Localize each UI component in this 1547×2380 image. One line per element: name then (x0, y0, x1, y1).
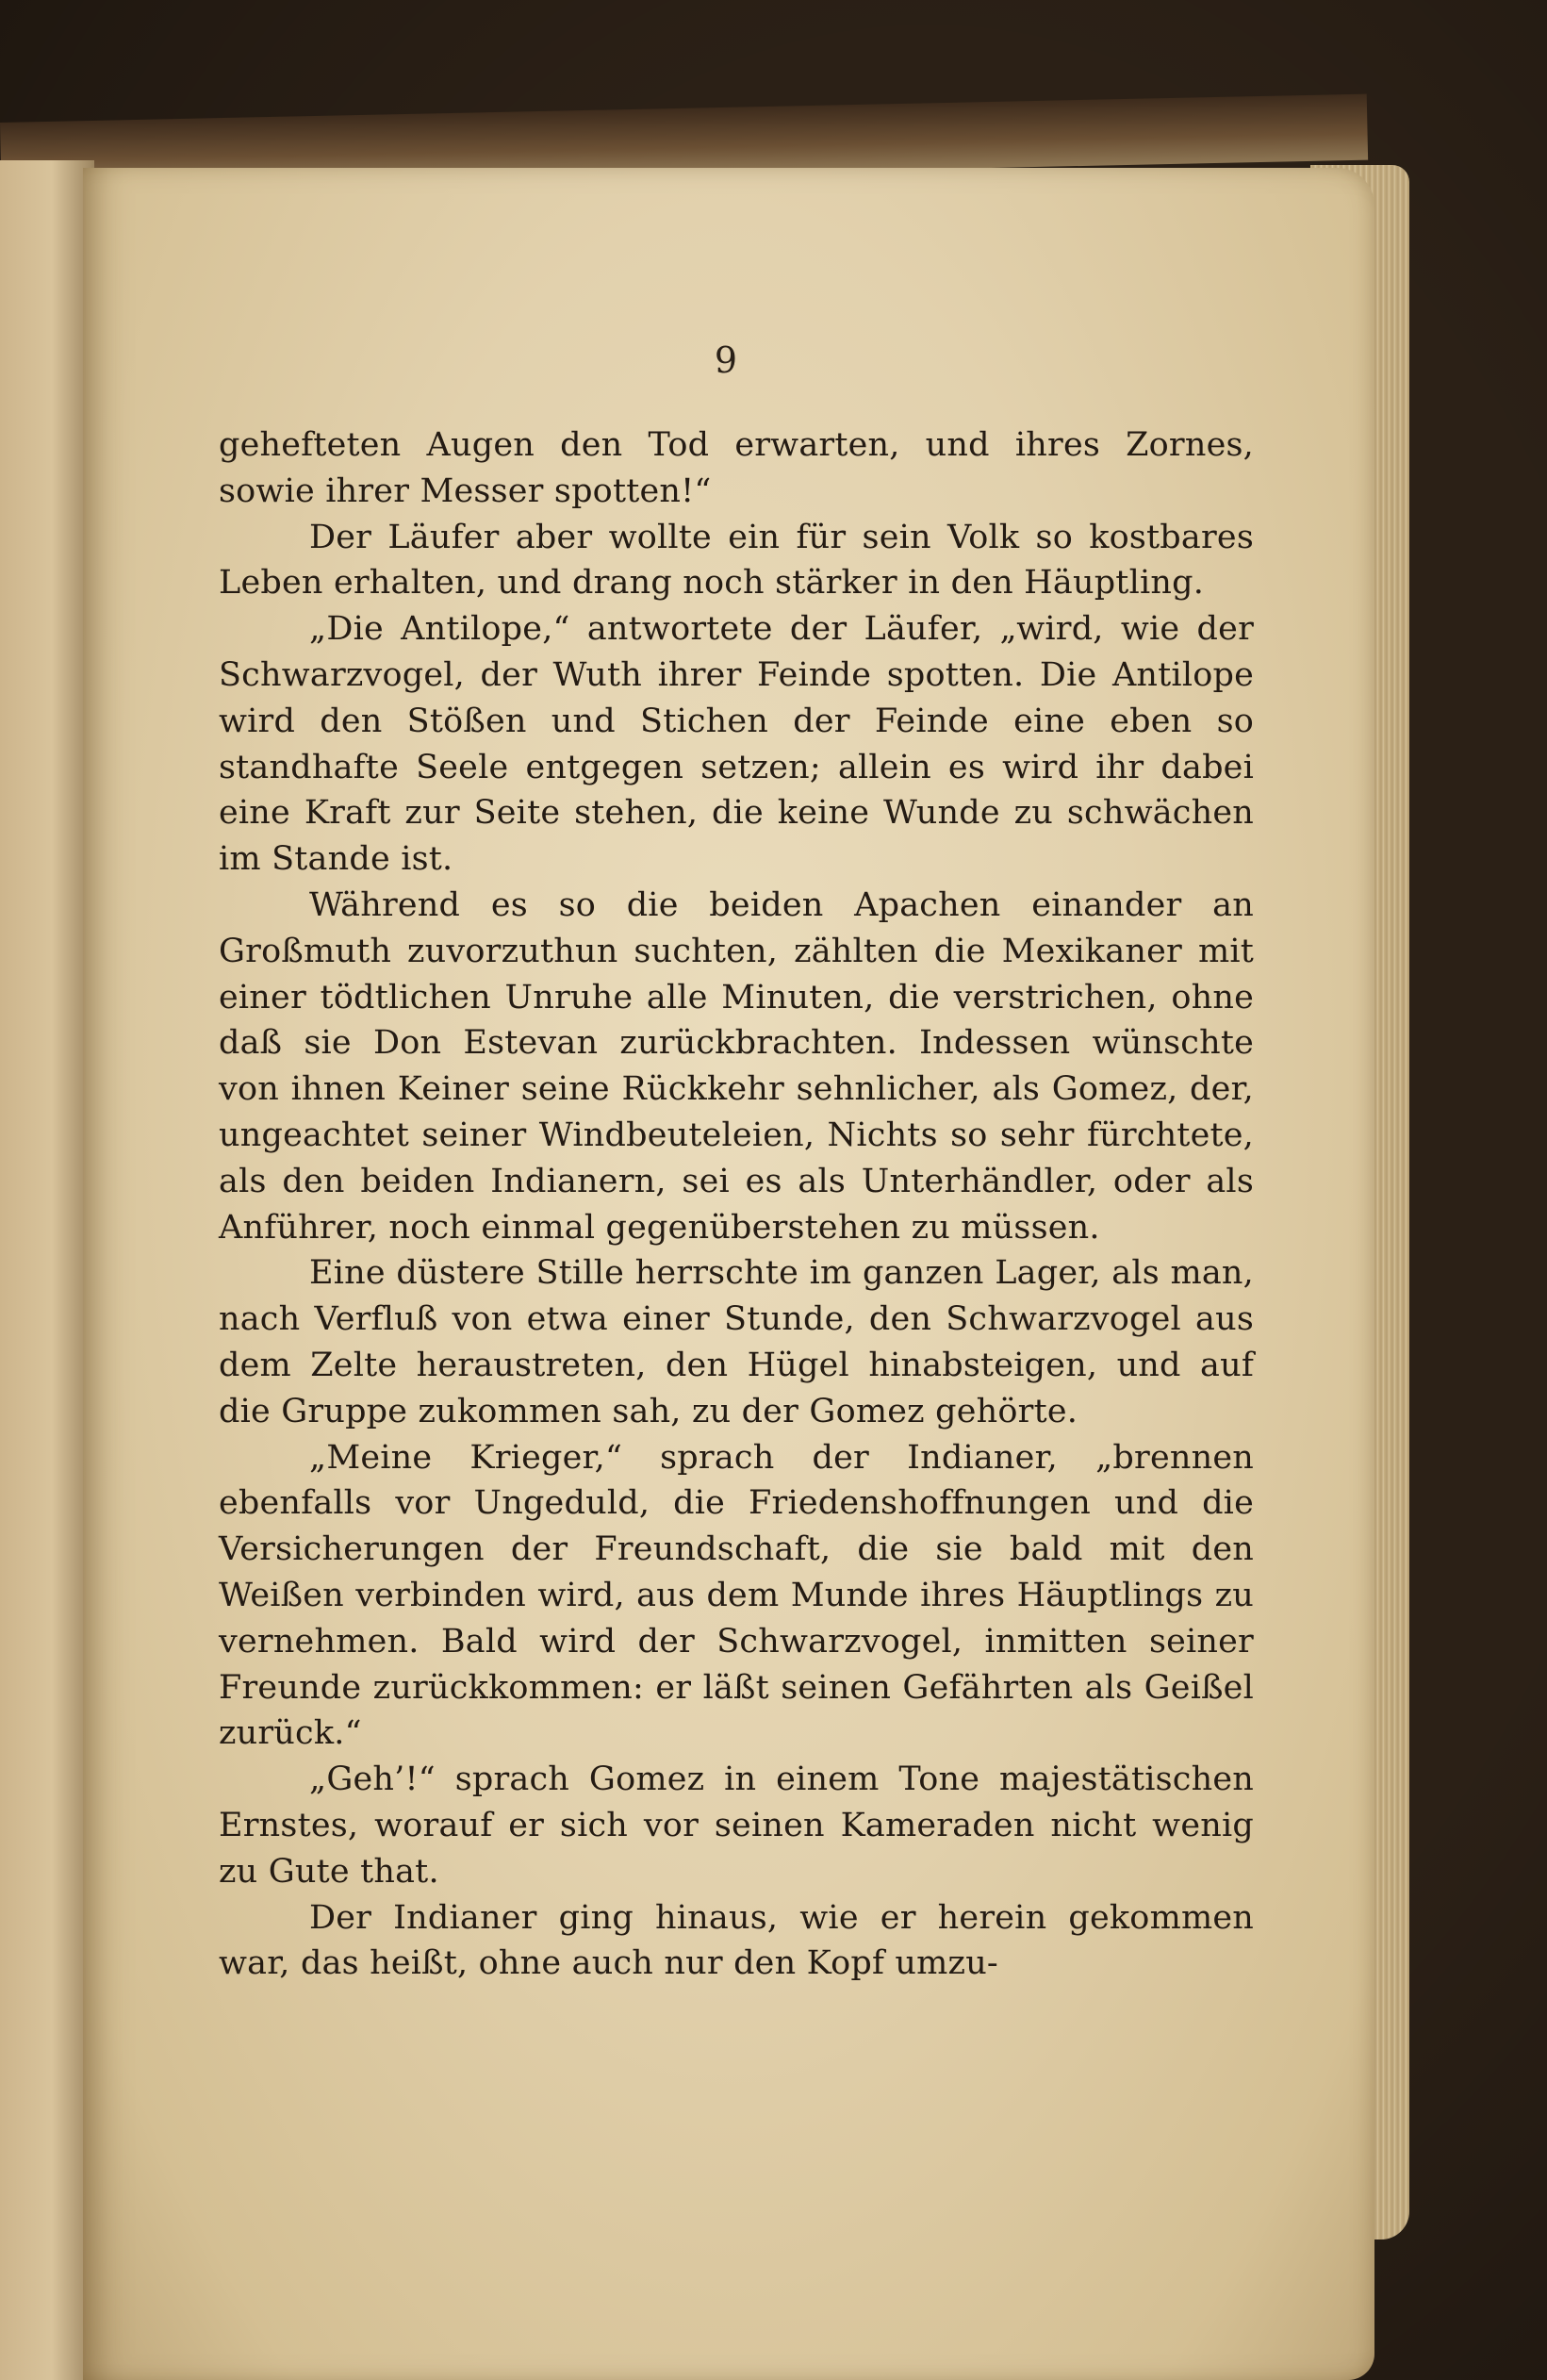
paragraph-3: „Die Antilope,“ antwortete der Läufer, „wird, wie der Schwarzvogel, der Wuth ihrer Feinde spotten. Die Antilope wird den Stößen und Stichen der Feinde eine eben so standhafte Seele entgegen setzen; allein es wird ihr dabei eine Kraft zur Seite stehen, die keine Wunde zu schwächen im Stande ist. (219, 610, 1254, 879)
paragraph-1: gehefteten Augen den Tod erwarten, und ihres Zornes, sowie ihrer Messer spotten!“ (219, 426, 1254, 510)
paragraph-7: „Geh’!“ sprach Gomez in einem Tone majestätischen Ernstes, worauf er sich vor seinen Kameraden nicht wenig zu Gute that. (219, 1760, 1254, 1891)
paragraph-8: Der Indianer ging hinaus, wie er herein gekommen war, das heißt, ohne auch nur den Kopf umzu- (219, 1898, 1254, 1983)
page-text (219, 422, 1254, 1987)
paragraph-4: Während es so die beiden Apachen einander an Großmuth zuvorzuthun suchten, zählten die Mexikaner mit einer tödtlichen Unruhe alle Minuten, die verstrichen, ohne daß sie Don Estevan zurückbrachten. Indessen wünschte von ihnen Keiner seine Rückkehr sehnlicher, als Gomez, der, ungeachtet seiner Windbeuteleien, Nichts so sehr fürchtete, als den beiden Indianern, sei es als Unterhändler, oder als Anführer, noch einmal gegenüberstehen zu müssen. (219, 885, 1254, 1247)
paragraph-2: Der Läufer aber wollte ein für sein Volk so kostbares Leben erhalten, und drang noch stärker in den Häuptling. (219, 518, 1254, 603)
page-number: 9 (714, 339, 738, 381)
paragraph-6: „Meine Krieger,“ sprach der Indianer, „brennen ebenfalls vor Ungeduld, die Friedenshoffnungen und die Versicherungen der Freundschaft, die sie bald mit den Weißen verbinden wird, aus dem Munde ihres Häuptlings zu vernehmen. Bald wird der Schwarzvogel, inmitten seiner Freunde zurückkommen: er läßt seinen Gefährten als Geißel zurück.“ (219, 1438, 1254, 1753)
paragraph-5: Eine düstere Stille herrschte im ganzen Lager, als man, nach Verfluß von etwa einer Stunde, den Schwarzvogel aus dem Zelte heraustreten, den Hügel hinabsteigen, und auf die Gruppe zukommen sah, zu der Gomez gehörte. (219, 1254, 1254, 1430)
facing-page-edge (0, 160, 94, 2380)
